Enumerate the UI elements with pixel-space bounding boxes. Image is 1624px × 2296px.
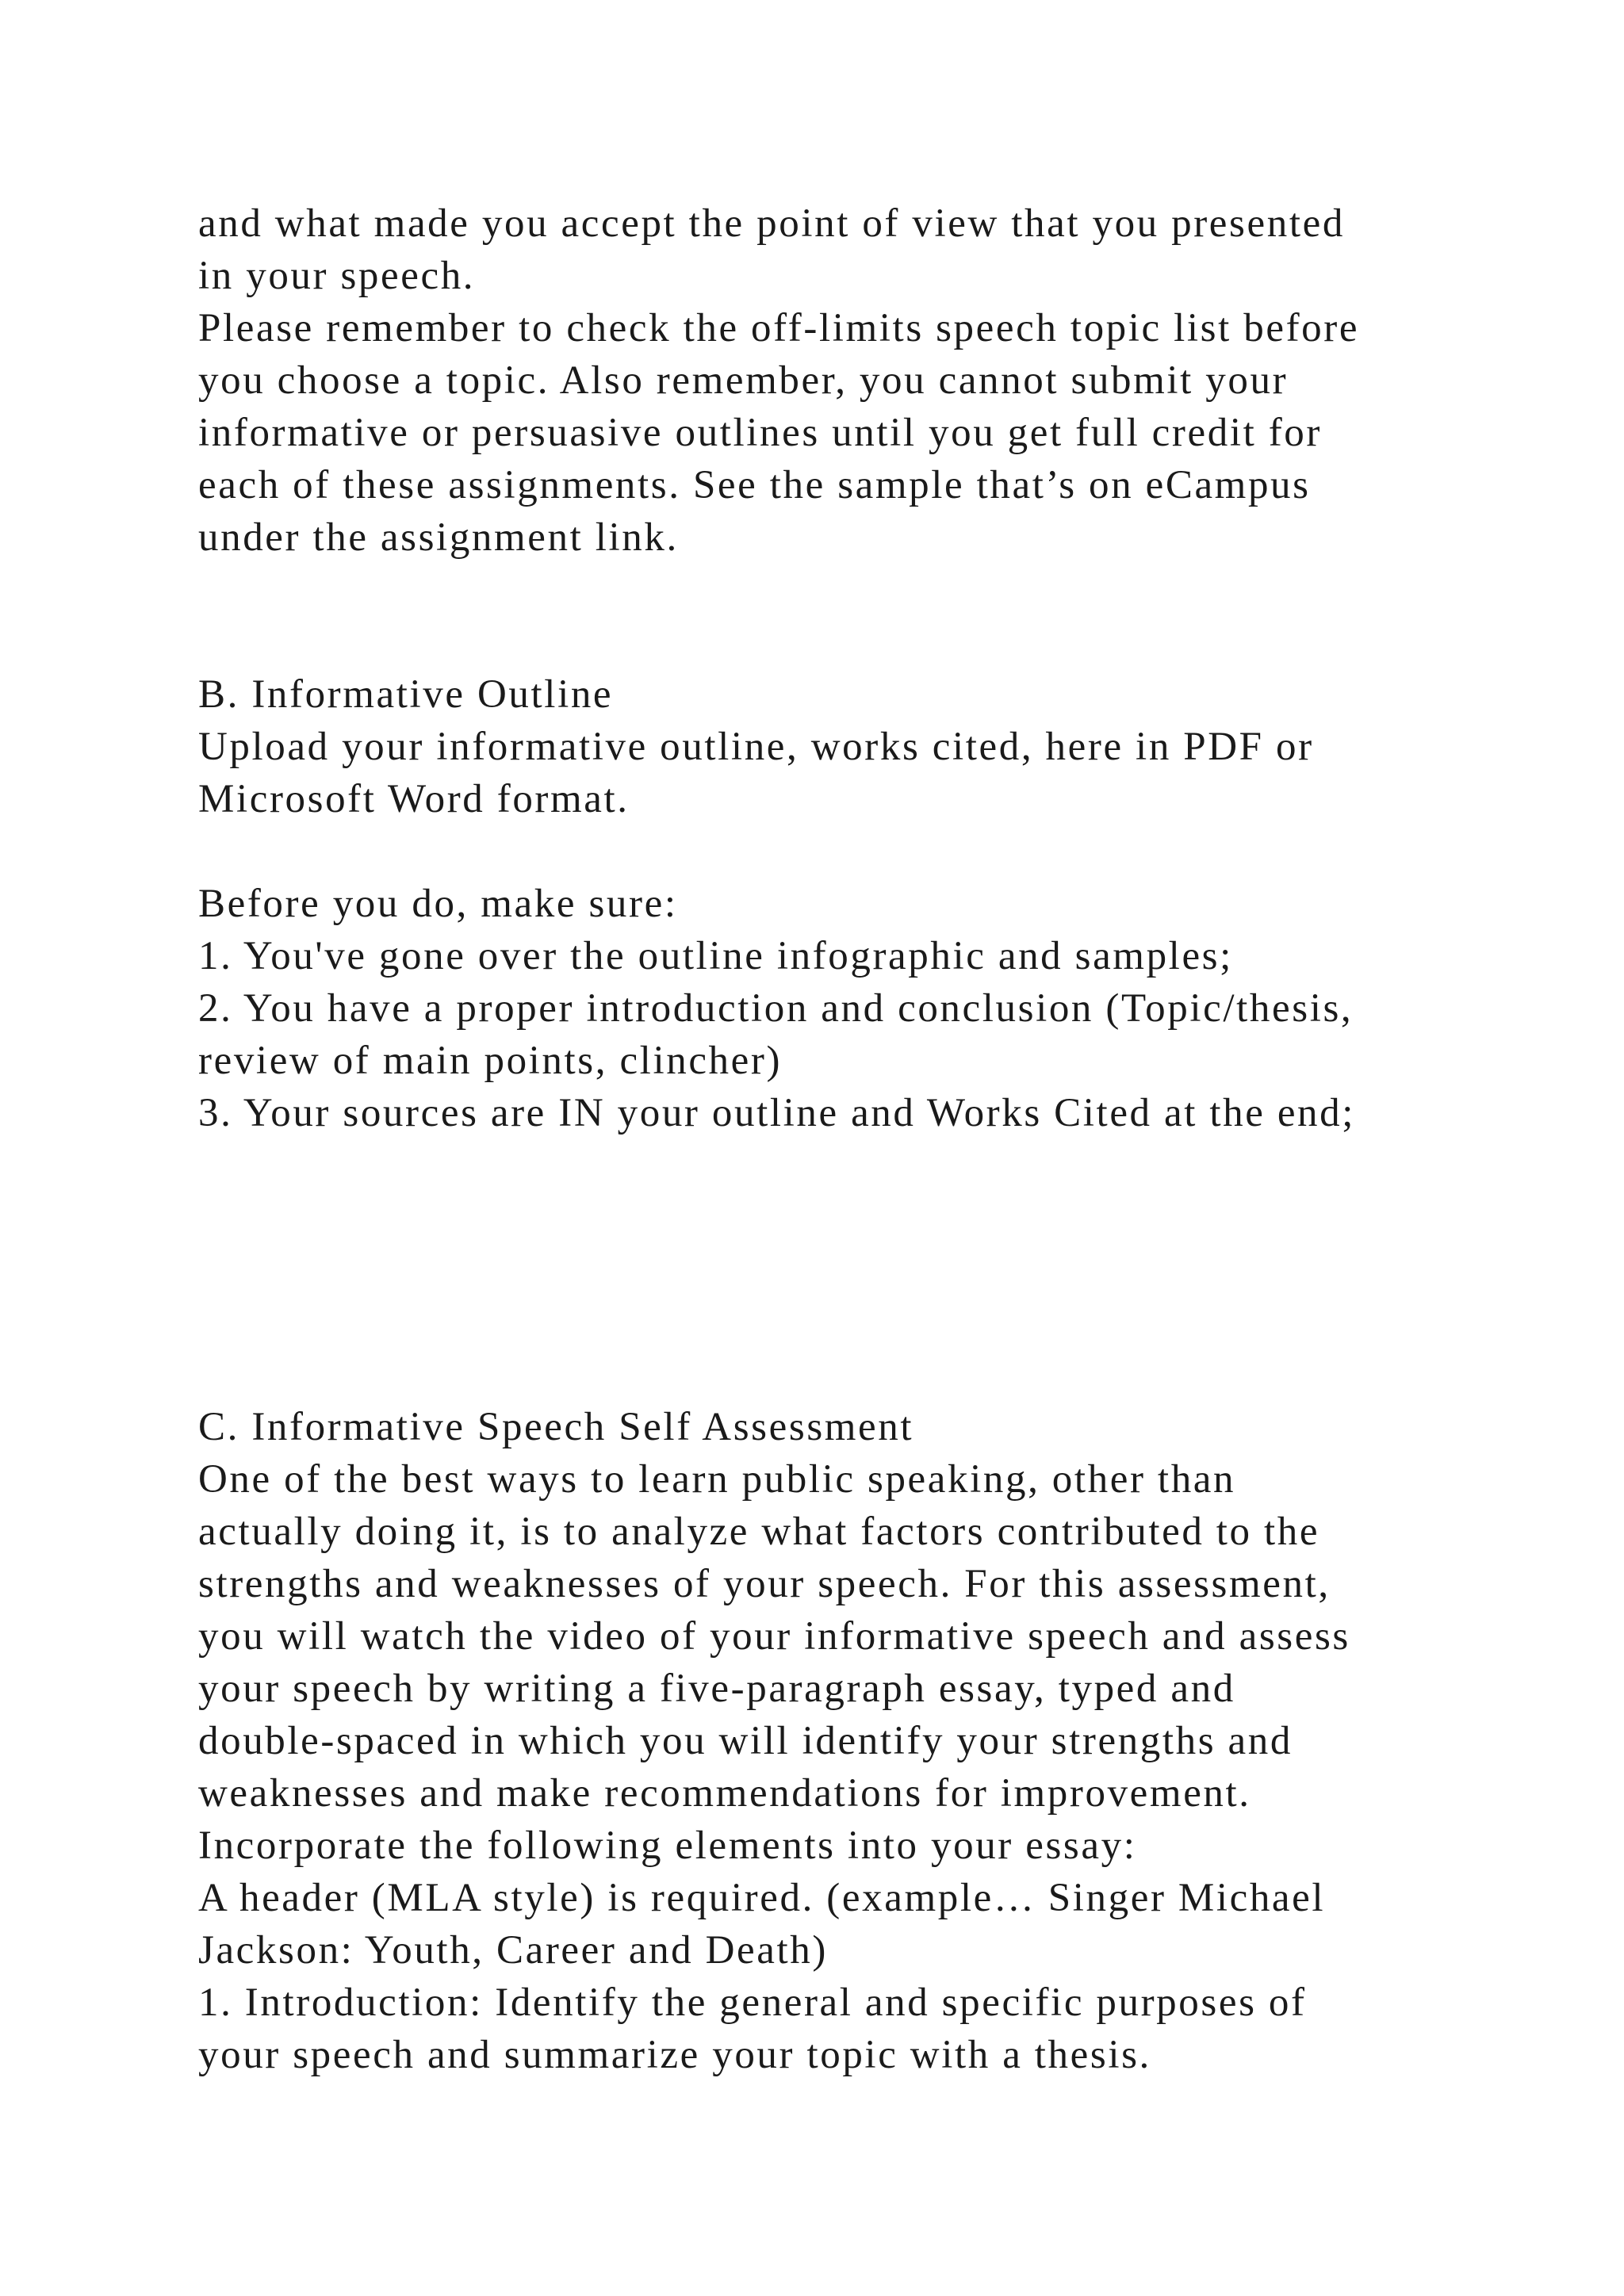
checklist-intro: Before you do, make sure: xyxy=(198,882,678,926)
section-c-line: A header (MLA style) is required. (example… Singer Michael xyxy=(198,1876,1326,1920)
intro-line: under the assignment link. xyxy=(198,515,679,560)
section-c-line: weaknesses and make recommendations for improvement. xyxy=(198,1771,1251,1816)
section-c-line: strengths and weaknesses of your speech. For this assessment, xyxy=(198,1562,1331,1606)
section-c-line: Jackson: Youth, Career and Death) xyxy=(198,1928,828,1973)
checklist-item: 1. You've gone over the outline infographic and samples; xyxy=(198,934,1233,978)
intro-line: informative or persuasive outlines until you get full credit for xyxy=(198,411,1322,455)
intro-line: you choose a topic. Also remember, you cannot submit your xyxy=(198,358,1289,403)
section-c-line: your speech and summarize your topic with a thesis. xyxy=(198,2033,1151,2077)
section-b-line: Upload your informative outline, works cited, here in PDF or xyxy=(198,725,1314,769)
intro-line: each of these assignments. See the sample that’s on eCampus xyxy=(198,463,1311,507)
intro-line: and what made you accept the point of view that you presented xyxy=(198,201,1345,246)
section-c-line: One of the best ways to learn public speaking, other than xyxy=(198,1457,1236,1502)
section-c-line: your speech by writing a five-paragraph essay, typed and xyxy=(198,1667,1235,1711)
section-c-line: Incorporate the following elements into your essay: xyxy=(198,1823,1137,1868)
section-c-line: actually doing it, is to analyze what factors contributed to the xyxy=(198,1510,1320,1554)
checklist-item: review of main points, clincher) xyxy=(198,1039,783,1083)
intro-line: in your speech. xyxy=(198,254,476,298)
checklist-item: 2. You have a proper introduction and conclusion (Topic/thesis, xyxy=(198,986,1354,1031)
section-b-line: Microsoft Word format. xyxy=(198,777,630,821)
intro-line: Please remember to check the off-limits speech topic list before xyxy=(198,306,1360,350)
checklist-item: 3. Your sources are IN your outline and Works Cited at the end; xyxy=(198,1091,1356,1135)
section-c-line: double-spaced in which you will identify your strengths and xyxy=(198,1719,1293,1763)
section-c-heading: C. Informative Speech Self Assessment xyxy=(198,1405,914,1449)
section-c-line: you will watch the video of your informative speech and assess xyxy=(198,1614,1350,1659)
section-c-line: 1. Introduction: Identify the general and specific purposes of xyxy=(198,1980,1307,2025)
section-b-heading: B. Informative Outline xyxy=(198,672,614,717)
